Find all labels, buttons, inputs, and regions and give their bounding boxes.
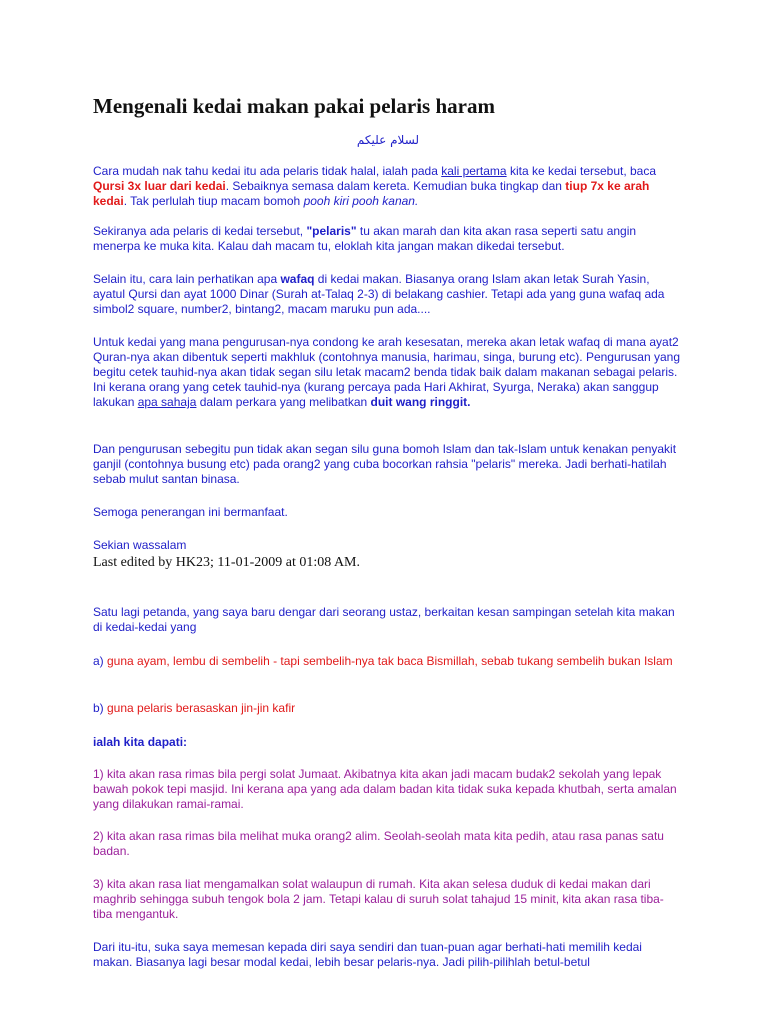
p3-wafaq-bold: wafaq	[280, 272, 315, 286]
p1-underline-kali-pertama: kali pertama	[441, 164, 507, 178]
last-edited-line: Last edited by HK23; 11-01-2009 at 01:08 AM.	[93, 555, 361, 570]
p1-italic-pooh: pooh kiri pooh kanan.	[303, 194, 419, 208]
numbered-item-2: 2) kita akan rasa rimas bila melihat muka orang2 alim. Seolah-seolah mata kita pedih, atau rasa panas satu badan.	[93, 829, 664, 858]
paragraph-8: Satu lagi petanda, yang saya baru dengar dari seorang ustaz, berkaitan kesan sampingan setelah kita makan di kedai-kedai yang	[93, 605, 675, 634]
p3-text-c: di kedai makan. Biasanya orang Islam akan letak Surah Yasin, ayatul Qursi dan ayat 1000 Dinar (Surah at-Talaq 2-3) di belakang cashier. Tetapi ada yang guna wafaq ada simbol2 square, number2, bintang2, macam maruku pun ada....	[93, 272, 665, 316]
paragraph-7: Sekian wassalam	[93, 538, 187, 552]
p2-text-a: Sekiranya ada pelaris di kedai tersebut,	[93, 224, 307, 238]
greeting: لسلام عليكم	[356, 133, 420, 147]
item-b-text: guna pelaris berasaskan jin-jin kafir	[103, 701, 296, 715]
paragraph-4	[93, 335, 683, 410]
paragraph-2	[93, 224, 683, 254]
paragraph-1	[93, 164, 683, 209]
p3-text-a: Selain itu, cara lain perhatikan apa	[93, 272, 281, 286]
list-item-a	[93, 654, 683, 669]
item-a-marker: a)	[93, 654, 104, 668]
p1-text-c: kita ke kedai tersebut, baca	[506, 164, 657, 178]
item-a-text: guna ayam, lembu di sembelih - tapi sembelih-nya tak baca Bismillah, sebab tukang sembelih bukan Islam	[103, 654, 673, 668]
p4-underline-apa-sahaja: apa sahaja	[137, 395, 197, 409]
paragraph-6: Semoga penerangan ini bermanfaat.	[93, 505, 288, 519]
p1-tiup-emphasis: tiup 7x ke arah kedai	[93, 179, 650, 208]
p1-text-a: Cara mudah nak tahu kedai itu ada pelaris tidak halal, ialah pada	[93, 164, 442, 178]
list-item-b	[93, 701, 683, 716]
p4-text-c: dalam perkara yang melibatkan	[196, 395, 371, 409]
paragraph-9: Dari itu-itu, suka saya memesan kepada diri saya sendiri dan tuan-puan agar berhati-hati memilih kedai makan. Biasanya lagi besar modal kedai, lebih besar pelaris-nya. Jadi pilih-pilihlah betul-betul	[93, 940, 642, 969]
paragraph-5: Dan pengurusan sebegitu pun tidak akan segan silu guna bomoh Islam dan tak-Islam untuk kenakan penyakit ganjil (contohnya busung etc) pada orang2 yang cuba bocorkan rahsia "pelaris" mereka. Jadi berhati-hatilah sebab mulut santan binasa.	[93, 442, 677, 486]
numbered-item-1: 1) kita akan rasa rimas bila pergi solat Jumaat. Akibatnya kita akan jadi macam budak2 sekolah yang lepak bawah pokok tepi masjid. Ini kerana apa yang ada dalam badan kita tidak suka kepada khutbah, serta amalan yang dilakukan ramai-ramai.	[93, 767, 677, 811]
p1-text-g: . Tak perlulah tiup macam bomoh	[123, 194, 304, 208]
p2-pelaris-bold: "pelaris"	[306, 224, 357, 238]
p4-duit-bold: duit wang ringgit.	[370, 395, 471, 409]
page-title: Mengenali kedai makan pakai pelaris haram	[93, 94, 495, 118]
paragraph-3	[93, 272, 683, 317]
numbered-item-3: 3) kita akan rasa liat mengamalkan solat walaupun di rumah. Kita akan selesa duduk di kedai makan dari maghrib sehingga subuh tengok bola 2 jam. Tetapi kalau di suruh solat tahajud 15 minit, kita akan rasa tiba-tiba mengantuk.	[93, 877, 664, 921]
p1-text-e: . Sebaiknya semasa dalam kereta. Kemudian buka tingkap dan	[225, 179, 566, 193]
p4-text-a: Untuk kedai yang mana pengurusan-nya condong ke arah kesesatan, mereka akan letak wafaq di mana ayat2 Quran-nya akan dibentuk seperti makhluk (contohnya manusia, harimau, singa, burung etc). Pengurusan yang begitu cetek tauhid-nya akan tidak segan silu letak macam2 benda tidak baik dalam makanan sebagai pelaris. Ini kerana orang yang cetek tauhid-nya (kurang percaya pada Hari Akhirat, Syurga, Neraka) akan sanggup lakukan	[93, 335, 681, 409]
p2-text-c: tu akan marah dan kita akan rasa seperti satu angin menerpa ke muka kita. Kalau dah macam tu, eloklah kita jangan makan dikedai tersebut.	[93, 224, 637, 253]
subheading: ialah kita dapati:	[93, 735, 188, 749]
item-b-marker: b)	[93, 701, 104, 715]
p1-qursi-emphasis: Qursi 3x luar dari kedai	[93, 179, 226, 193]
